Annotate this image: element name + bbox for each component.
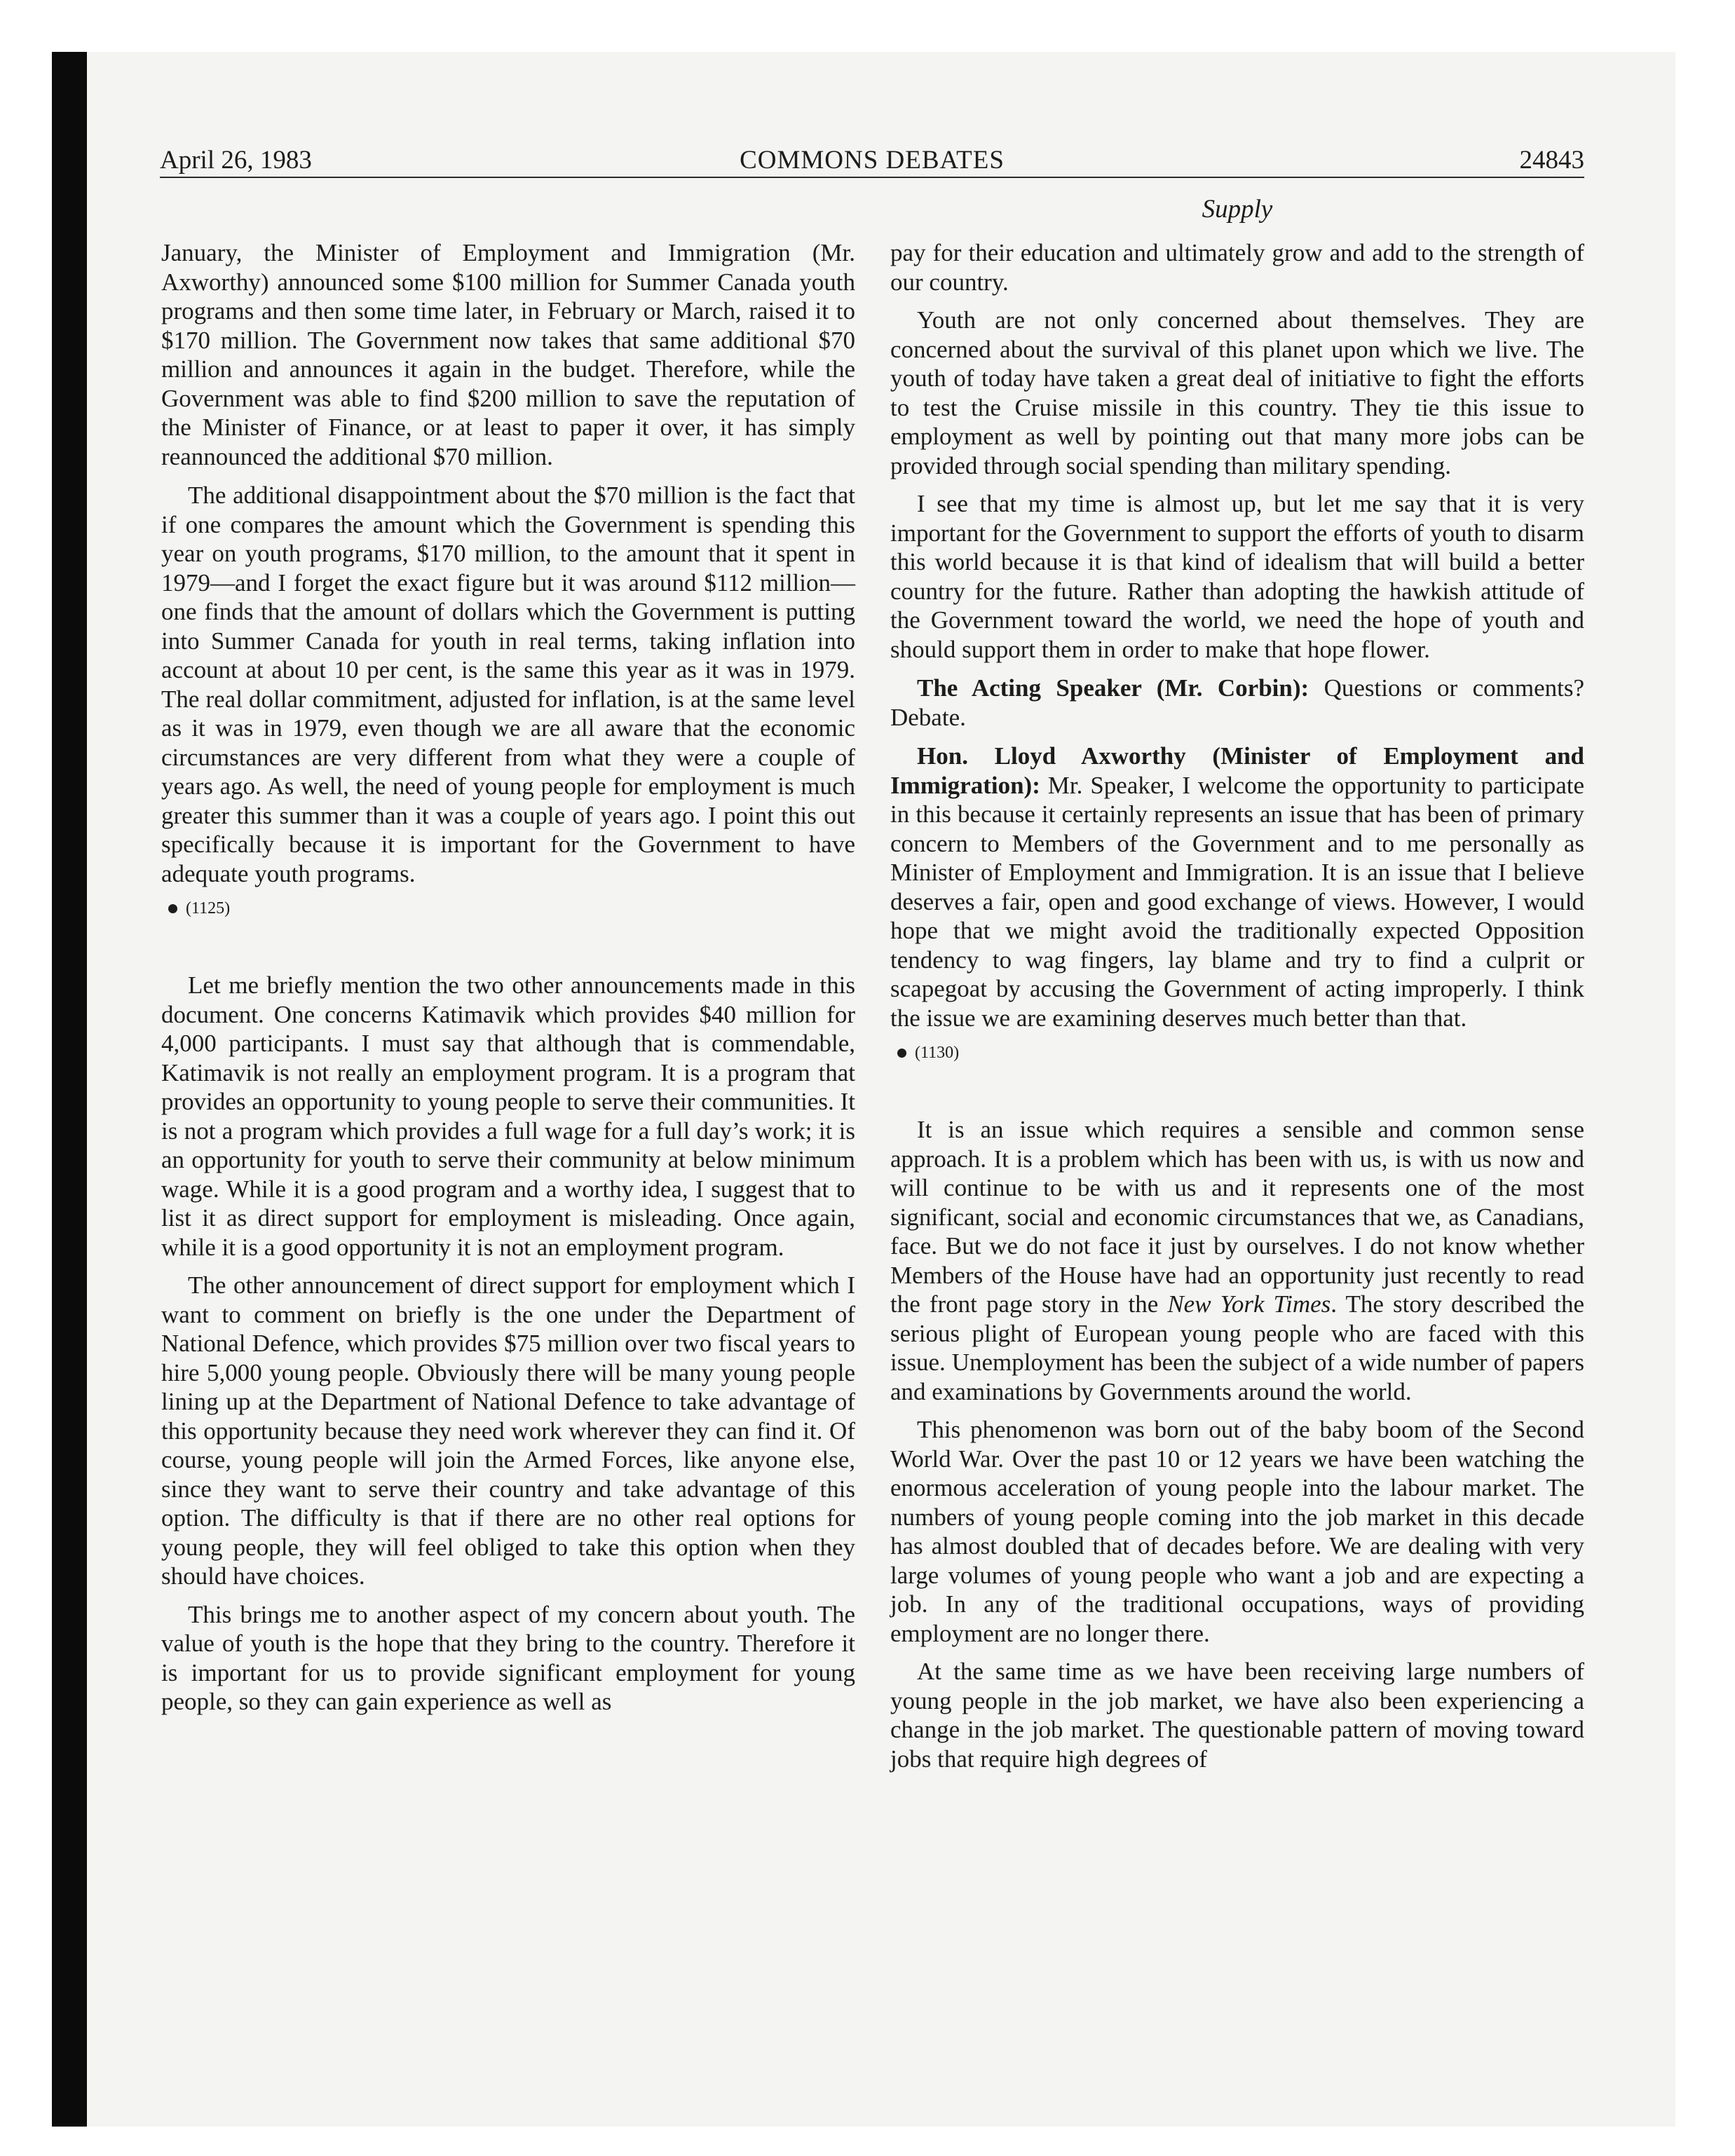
speaker-remark: Mr. Speaker, I welcome the opportunity to participate in this because it certainly represents an issue that has been of primary concern to Members of the Government and to me personally as Minister of Employment and Immigration. It is an issue that I believe deserves a fair, open and good exchange of views. However, I would hope that we might avoid the traditionally expected Opposition tendency to wag fingers, lay blame and try to find a culprit or scapegoat by accusing the Government of acting improperly. I think the issue we are examining deserves much better than that. — [890, 771, 1584, 1032]
paragraph-text: . The story described the serious plight of European young people who are faced with this issue. Unemployment has been the subject of a wide number of papers and examinations by Governments around the world. — [890, 1290, 1584, 1405]
right-paragraph-3: I see that my time is almost up, but let me say that it is very important for the Government to support the efforts of youth to disarm this world because it is that kind of idealism that will build a better country for the future. Rather than adopting the hawkish attitude of the Government toward the world, we need the hope of youth and should support them in order to make that hope flower. — [890, 490, 1584, 663]
time-marker-text: (1125) — [186, 899, 231, 917]
newspaper-title: New York Times — [1167, 1290, 1331, 1318]
bullet-icon — [168, 904, 177, 913]
right-paragraph-4 — [890, 1115, 1584, 1406]
left-paragraph-1: January, the Minister of Employment and Immigration (Mr. Axworthy) announced some $100 million for Summer Canada youth programs and then some time later, in February or March, raised it to $170 million. The Government now takes that same additional $70 million and announces it again in the budget. Therefore, while the Government was able to find $200 million to save the reputation of the Minister of Finance, or at least to paper it over, it has simply reannounced the additional $70 million. — [161, 239, 855, 470]
speaker-acting-speaker — [890, 674, 1584, 732]
speaker-name: Hon. Lloyd Axworthy (Minister of Employment and Immigration): — [890, 742, 1584, 799]
right-column — [890, 238, 1584, 1782]
header-date: April 26, 1983 — [160, 146, 312, 175]
paragraph-text: It is an issue which requires a sensible and common sense approach. It is a problem which has been with us, is with us now and will continue to be with us and it represents one of the most significant, social and economic circumstances that we, as Canadians, face. But we do not face it just by ourselves. I do not know whether Members of the House have had an opportunity just recently to read the front page story in the — [890, 1116, 1584, 1318]
time-marker-1125 — [168, 898, 855, 919]
binding-strip — [52, 52, 87, 2127]
right-paragraph-2: Youth are not only concerned about themselves. They are concerned about the survival of this planet upon which we live. The youth of today have taken a great deal of initiative to fight the efforts to test the Cruise missile in this country. They tie this issue to employment as well by pointing out that many more jobs can be provided through social spending than military spending. — [890, 306, 1584, 479]
left-column — [161, 238, 855, 1726]
left-paragraph-3: Let me briefly mention the two other announcements made in this document. One concerns Katimavik which provides $40 million for 4,000 participants. I must say that although that is commendable, Katimavik is not really an employment program. It is a program that provides an opportunity to young people to serve their communities. It is not a program which provides a full wage for a full day’s work; it is an opportunity for youth to serve their community at below minimum wage. While it is a good program and a worthy idea, I suggest that to list it as direct support for employment is misleading. Once again, while it is a good opportunity it is not an employment program. — [161, 971, 855, 1261]
right-paragraph-6: At the same time as we have been receiving large numbers of young people in the job market, we have also been experiencing a change in the job market. The questionable pattern of moving toward jobs that require high degrees of — [890, 1658, 1584, 1773]
bullet-icon — [897, 1049, 906, 1058]
left-paragraph-2: The additional disappointment about the $70 million is the fact that if one compares the amount which the Government is spending this year on youth programs, $170 million, to the amount that it spent in 1979—and I forget the exact figure but it was around $112 million—one finds that the amount of dollars which the Government is putting into Summer Canada for youth in real terms, taking inflation into account at about 10 per cent, is the same this year as it was in 1979. The real dollar commitment, adjusted for inflation, is at the same level as it was in 1979, even though we are all aware that the economic circumstances are very different from what they were a couple of years ago. As well, the need of young people for employment is much greater this summer than it was a couple of years ago. I point this out specifically because it is important for the Government to have adequate youth programs. — [161, 482, 855, 887]
running-head — [160, 144, 1584, 178]
speaker-axworthy — [890, 742, 1584, 1032]
left-paragraph-4: The other announcement of direct support for employment which I want to comment on briefly is the one under the Department of National Defence, which provides $75 million over two fiscal years to hire 5,000 young people. Obviously there will be many young people lining up at the Department of National Defence to take advantage of this opportunity because they need work wherever they can find it. Of course, young people will join the Armed Forces, like anyone else, since they want to serve their country and take advantage of this option. The difficulty is that if there are no other real options for young people, they will feel obliged to take this option when they should have choices. — [161, 1271, 855, 1590]
header-publication: COMMONS DEBATES — [740, 146, 1005, 175]
speaker-name: The Acting Speaker (Mr. Corbin): — [917, 674, 1309, 702]
left-paragraph-5: This brings me to another aspect of my concern about youth. The value of youth is the hope that they bring to the country. Therefore it is important for us to provide significant employment for young people, so they can gain experience as well as — [161, 1600, 855, 1715]
section-label: Supply — [1202, 195, 1273, 224]
right-paragraph-5: This phenomenon was born out of the baby boom of the Second World War. Over the past 10 or 12 years we have been watching the enormous acceleration of young people into the labour market. The numbers of young people coming into the job market in this decade has almost doubled that of decades before. We are dealing with very large volumes of young people who want a job and are expecting a job. In any of the traditional occupations, ways of providing employment are no longer there. — [890, 1416, 1584, 1647]
right-paragraph-1: pay for their education and ultimately grow and add to the strength of our country. — [890, 239, 1584, 296]
speaker-remark: Questions or comments? Debate. — [890, 674, 1584, 731]
time-marker-1130 — [897, 1042, 1584, 1063]
header-page-number: 24843 — [1519, 146, 1584, 175]
time-marker-text: (1130) — [915, 1044, 960, 1062]
